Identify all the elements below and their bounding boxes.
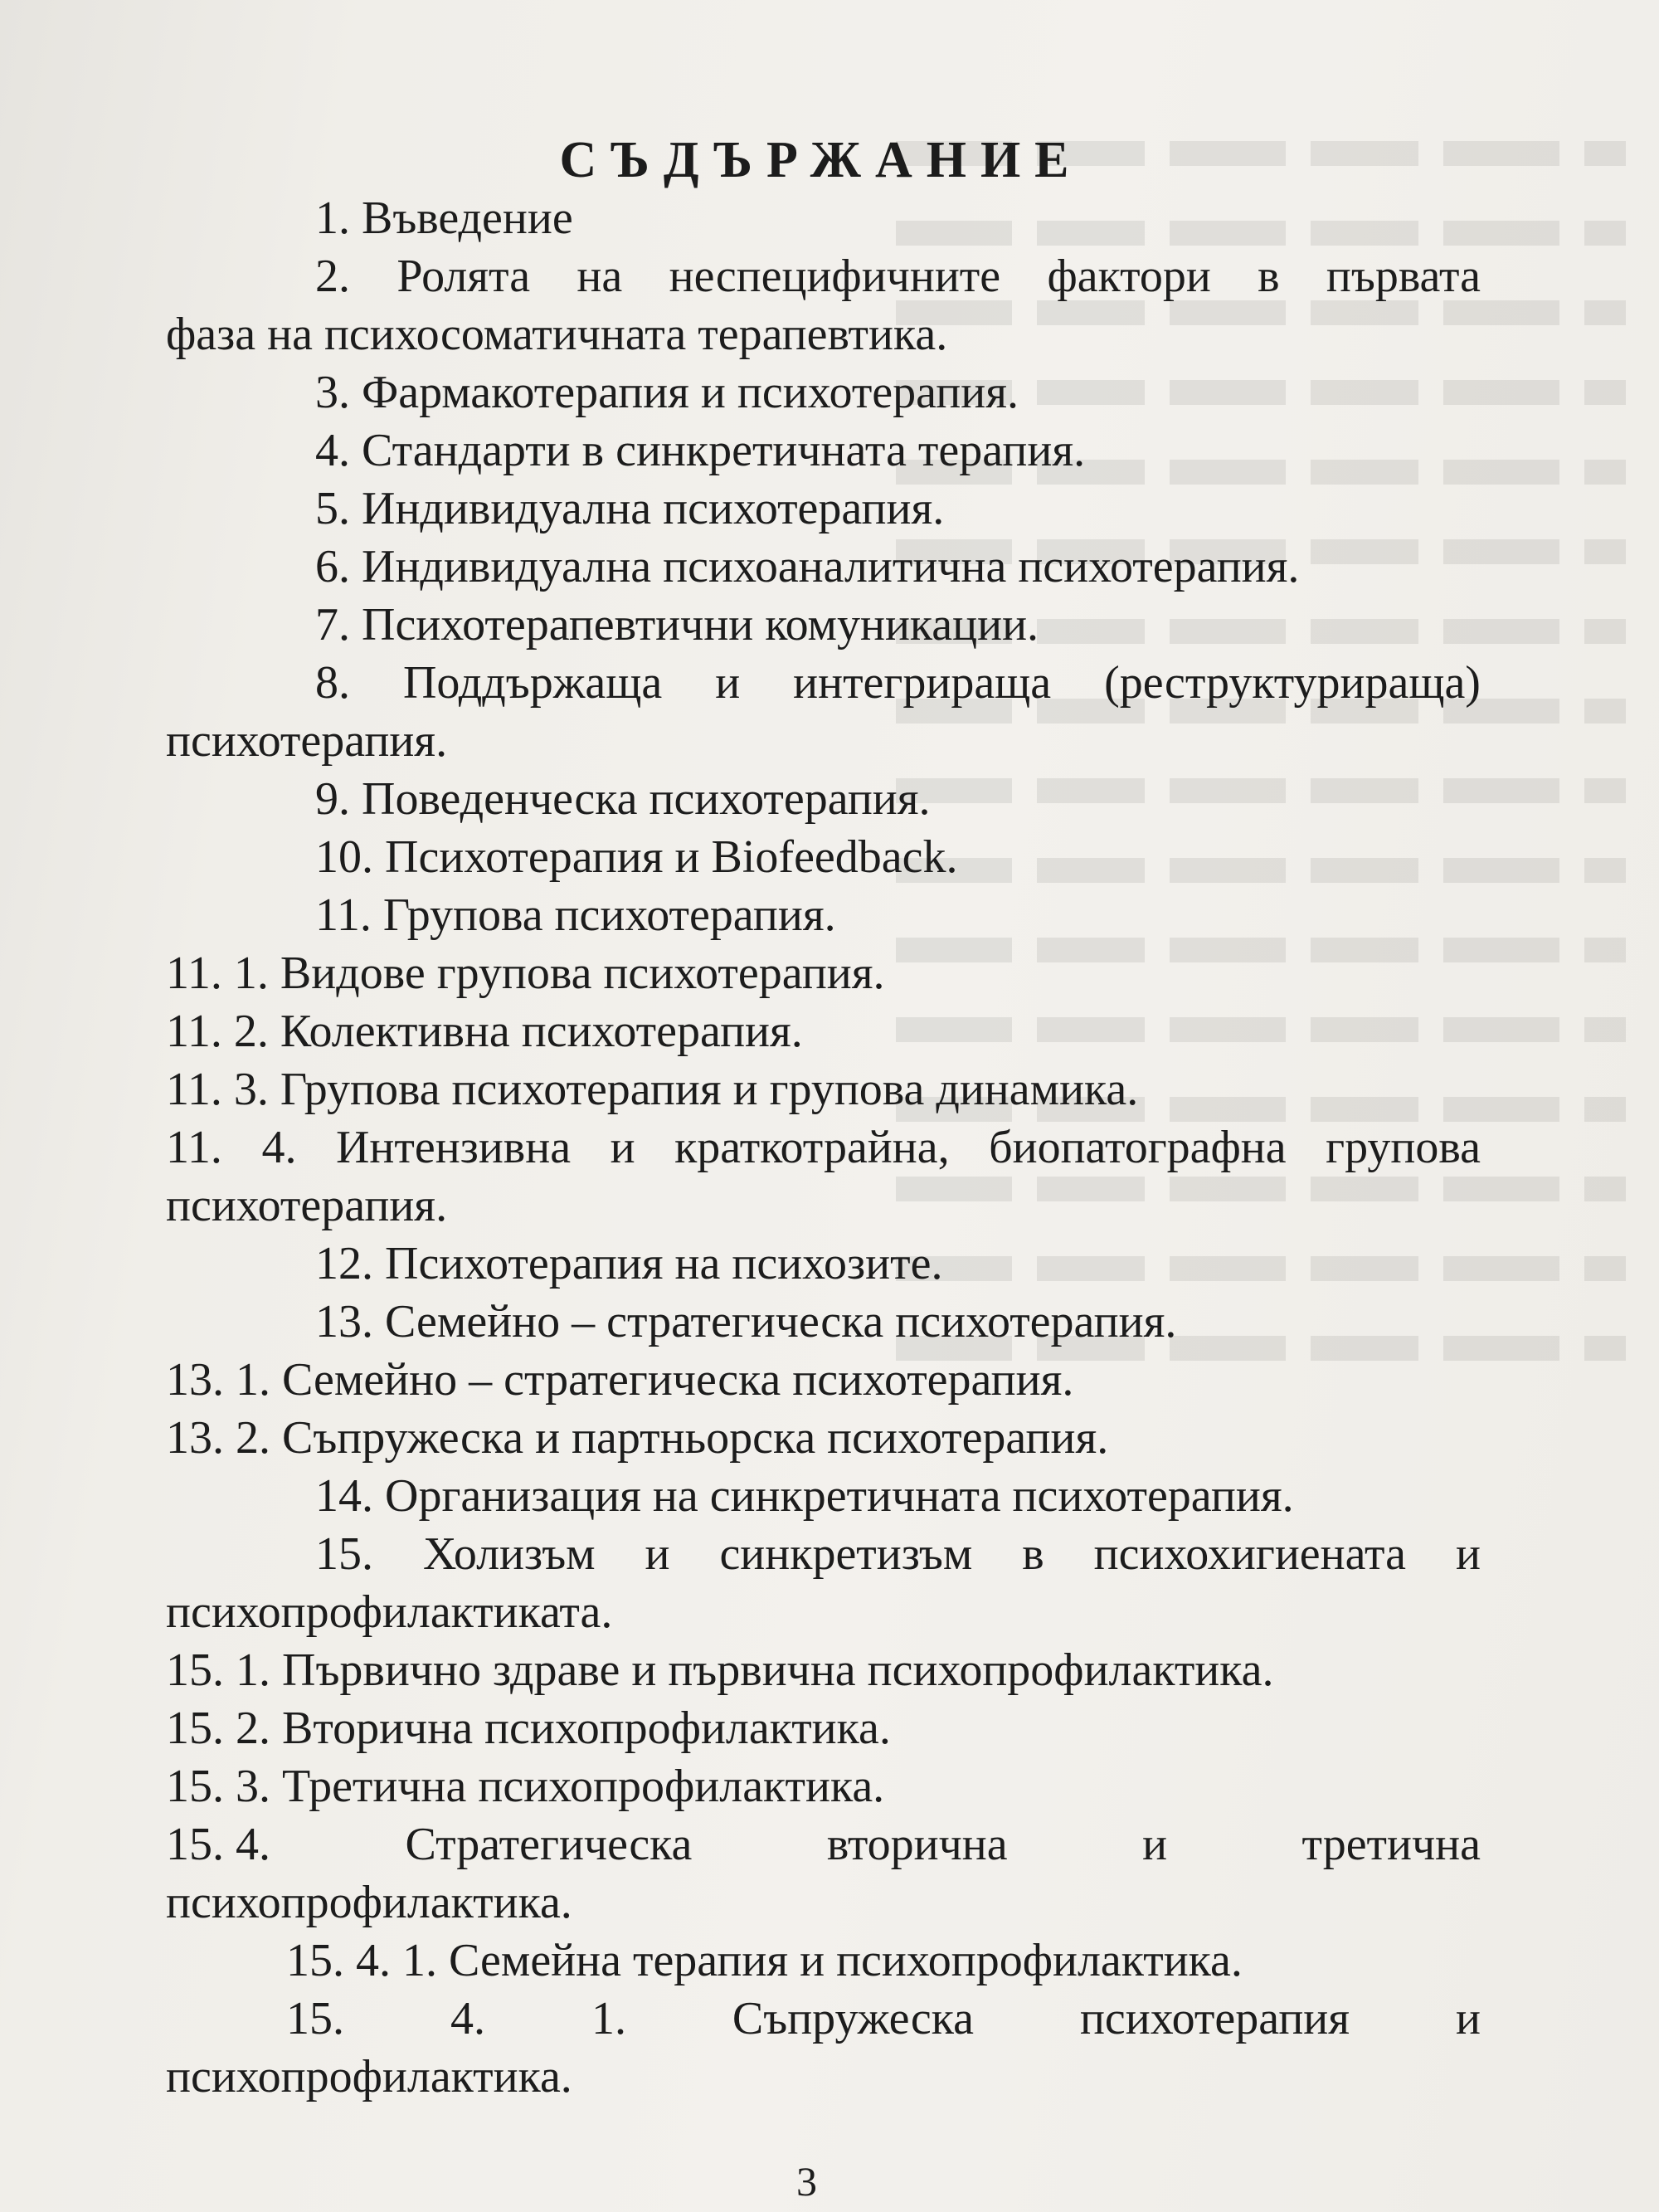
toc-entry: 3. Фармакотерапия и психотерапия. xyxy=(315,367,1019,418)
toc-subentry: 15. 1. Първично здраве и първична психопрофилактика. xyxy=(166,1644,1274,1696)
toc-word: Холизъм xyxy=(422,1528,596,1580)
toc-entry: 9. Поведенческа психотерапия. xyxy=(315,773,931,825)
toc-word: и xyxy=(610,1122,635,1173)
toc-word: интегрираща xyxy=(793,657,1052,709)
toc-entry-continuation: психопрофилактика. xyxy=(166,2051,572,2102)
toc-word: групова xyxy=(1326,1122,1481,1173)
toc-entry: 12. Психотерапия на психозите. xyxy=(315,1238,943,1289)
toc-word: фактори xyxy=(1047,251,1211,302)
toc-word: 15. 4. xyxy=(166,1819,270,1870)
toc-word: психотерапия xyxy=(1079,1993,1350,2044)
toc-word: Интензивна xyxy=(335,1122,572,1173)
toc-word: 1. xyxy=(591,1993,626,2044)
toc-entry: 10. Психотерапия и Biofeedback. xyxy=(315,831,958,883)
toc-word: неспецифичните xyxy=(669,251,1001,302)
toc-word: и xyxy=(1455,1993,1481,2044)
toc-entry xyxy=(166,654,1481,712)
toc-entry xyxy=(166,247,1481,305)
toc-entry: 4. Стандарти в синкретичната терапия. xyxy=(315,425,1086,476)
toc-word: психохигиената xyxy=(1093,1528,1407,1580)
toc-subentry: 13. 2. Съпружеска и партньорска психотерапия. xyxy=(166,1412,1109,1464)
toc-entry-continuation: психотерапия. xyxy=(166,1180,448,1231)
toc-word: 4. xyxy=(450,1993,485,2044)
toc-entry: 7. Психотерапевтични комуникации. xyxy=(315,599,1039,650)
toc-word: в xyxy=(1022,1528,1044,1580)
toc-subentry: 13. 1. Семейно – стратегическа психотерапия. xyxy=(166,1354,1074,1406)
toc-word: и xyxy=(645,1528,670,1580)
toc-subentry: 15. 2. Вторична психопрофилактика. xyxy=(166,1703,891,1754)
toc-word: (реструктурираща) xyxy=(1104,657,1481,709)
toc-word: Съпружеска xyxy=(732,1993,974,2044)
toc-entry: 13. Семейно – стратегическа психотерапия. xyxy=(315,1296,1177,1347)
page-number: 3 xyxy=(796,2158,817,2205)
toc-entry: 11. Групова психотерапия. xyxy=(315,889,836,941)
toc-subentry xyxy=(166,1118,1481,1177)
toc-word: на xyxy=(577,251,623,302)
toc-word: 8. xyxy=(315,657,350,709)
toc-subentry: 15. 3. Третична психопрофилактика. xyxy=(166,1761,885,1812)
toc-word: синкретизъм xyxy=(719,1528,973,1580)
toc-word: Поддържаща xyxy=(402,657,663,709)
toc-word: 15. xyxy=(315,1528,373,1580)
toc-word: и xyxy=(1142,1819,1168,1870)
toc-word: третична xyxy=(1301,1819,1481,1870)
toc-entry: 5. Индивидуална психотерапия. xyxy=(315,483,945,534)
toc-word: в xyxy=(1258,251,1280,302)
toc-word: Ролята xyxy=(397,251,531,302)
toc-subsubentry: 15. 4. 1. Семейна терапия и психопрофилактика. xyxy=(286,1935,1243,1986)
toc-subsubentry xyxy=(166,1990,1481,2048)
toc-entry: 1. Въведение xyxy=(315,192,573,244)
toc-entry-continuation: психопрофилактиката. xyxy=(166,1586,613,1638)
toc-word: вторична xyxy=(826,1819,1008,1870)
toc-word: 2. xyxy=(315,251,350,302)
page-title: СЪДЪРЖАНИЕ xyxy=(559,132,1083,188)
table-of-contents xyxy=(166,189,1481,2106)
toc-subentry: 11. 3. Групова психотерапия и групова динамика. xyxy=(166,1064,1139,1115)
toc-word: Стратегическа xyxy=(405,1819,693,1870)
toc-word: 4. xyxy=(261,1122,297,1173)
toc-entry: 6. Индивидуална психоаналитична психотерапия. xyxy=(315,541,1300,592)
toc-word: краткотрайна, xyxy=(674,1122,950,1173)
toc-word: и xyxy=(715,657,741,709)
toc-word: 11. xyxy=(166,1122,222,1173)
toc-subentry: 11. 1. Видове групова психотерапия. xyxy=(166,948,885,999)
toc-entry-continuation: фаза на психосоматичната терапевтика. xyxy=(166,309,948,360)
toc-word: 15. xyxy=(286,1993,344,2044)
toc-subentry xyxy=(166,1815,1481,1873)
toc-entry: 14. Организация на синкретичната психотерапия. xyxy=(315,1470,1294,1522)
toc-word: биопатографна xyxy=(989,1122,1287,1173)
toc-entry-continuation: психопрофилактика. xyxy=(166,1877,572,1928)
toc-word: първата xyxy=(1326,251,1481,302)
toc-word: и xyxy=(1455,1528,1481,1580)
toc-entry-continuation: психотерапия. xyxy=(166,715,448,767)
toc-subentry: 11. 2. Колективна психотерапия. xyxy=(166,1006,803,1057)
toc-entry xyxy=(166,1525,1481,1583)
